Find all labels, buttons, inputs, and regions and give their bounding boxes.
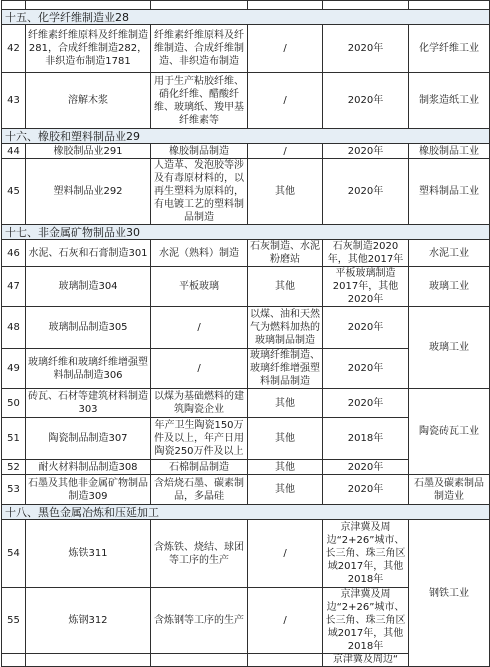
key-management-scope: 纤维素纤维原料及纤维制造、合成纤维制造、非织造布制造	[151, 25, 248, 73]
simplified-management-scope: 其他	[248, 460, 323, 475]
industry-category: 陶瓷制品制造307	[26, 418, 151, 460]
simplified-management-scope: /	[248, 25, 323, 73]
industry-category	[26, 654, 151, 667]
row-number: 48	[2, 307, 26, 349]
row-number: 43	[2, 73, 26, 129]
row-number: 52	[2, 460, 26, 475]
row-number: 49	[2, 349, 26, 389]
simplified-management-scope: 以煤、油和天然气为燃料加热的玻璃制品制造	[248, 307, 323, 349]
key-management-scope: 年产卫生陶瓷150万件及以上，年产日用陶瓷250万件及以上	[151, 418, 248, 460]
simplified-management-scope	[248, 654, 323, 667]
simplified-management-scope: /	[248, 588, 323, 654]
row-number: 53	[2, 475, 26, 505]
key-management-scope: 水泥（熟料）制造	[151, 240, 248, 267]
deadline-year: 2020年	[323, 144, 409, 159]
table-row	[2, 389, 490, 418]
key-management-scope: 以煤为基础燃料的建筑陶瓷企业	[151, 389, 248, 418]
deadline-year: 2020年	[323, 25, 409, 73]
section-title: 十五、化学纤维制造业28	[2, 10, 490, 25]
key-management-scope: 含焙烧石墨、碳素制品，多晶硅	[151, 475, 248, 505]
key-management-scope: 石棉制品制造	[151, 460, 248, 475]
table-cell	[151, 1, 248, 10]
row-number: 51	[2, 418, 26, 460]
deadline-year: 京津冀及周边“2+26”城市、长三角、珠三角区域2017年，其他2018年	[323, 588, 409, 654]
table-cell	[409, 1, 490, 10]
simplified-management-scope: 其他	[248, 267, 323, 307]
key-management-scope: 橡胶制品制造	[151, 144, 248, 159]
applicable-standard: 化学纤维工业	[409, 25, 490, 73]
table-row	[2, 159, 490, 225]
section-header	[2, 129, 490, 144]
section-title: 十八、黑色金属冶炼和压延加工	[2, 505, 490, 520]
deadline-year: 2020年	[323, 389, 409, 418]
row-number: 47	[2, 267, 26, 307]
deadline-year: 2018年	[323, 418, 409, 460]
industry-category: 纤维素纤维原料及纤维制造281，合成纤维制造282，非织造布制造1781	[26, 25, 151, 73]
table-cell	[26, 1, 151, 10]
row-number: 45	[2, 159, 26, 225]
key-management-scope: 平板玻璃	[151, 267, 248, 307]
table-row	[2, 73, 490, 129]
key-management-scope: 用于生产粘胶纤维、硝化纤维、醋酸纤维、玻璃纸、羧甲基纤维素等	[151, 73, 248, 129]
industry-category: 炼铁311	[26, 520, 151, 588]
applicable-standard: 陶瓷砖瓦工业	[409, 389, 490, 475]
applicable-standard: 塑料制品工业	[409, 159, 490, 225]
table-cell	[248, 1, 323, 10]
deadline-year: 京津冀及周边“2+26”城市、长三角、珠三角区域2017年，其他2018年	[323, 520, 409, 588]
row-number: 54	[2, 520, 26, 588]
key-management-scope: /	[151, 349, 248, 389]
key-management-scope: 人造革、发泡胶等涉及有毒原材料的，以再生塑料为原料的，有电镀工艺的塑料制品制造	[151, 159, 248, 225]
table-row	[2, 267, 490, 307]
row-number: 55	[2, 588, 26, 654]
applicable-standard: 玻璃工业	[409, 307, 490, 389]
deadline-year: 2020年	[323, 73, 409, 129]
permit-catalog-table	[1, 0, 490, 667]
deadline-year: 石灰制造2020年，其他2017年	[323, 240, 409, 267]
key-management-scope	[151, 654, 248, 667]
deadline-year: 京津冀及周边“	[323, 654, 409, 667]
simplified-management-scope: 其他	[248, 418, 323, 460]
industry-category: 塑料制品业292	[26, 159, 151, 225]
industry-category: 玻璃纤维和玻璃纤维增强塑料制品制造306	[26, 349, 151, 389]
simplified-management-scope: 石灰制造、水泥粉磨站	[248, 240, 323, 267]
industry-category: 溶解木浆	[26, 73, 151, 129]
table-row	[2, 144, 490, 159]
section-header	[2, 225, 490, 240]
table-row	[2, 240, 490, 267]
applicable-standard: 制浆造纸工业	[409, 73, 490, 129]
applicable-standard: 水泥工业	[409, 240, 490, 267]
simplified-management-scope: 其他	[248, 389, 323, 418]
row-number	[2, 654, 26, 667]
key-management-scope: 含炼铁、烧结、球团等工序的生产	[151, 520, 248, 588]
simplified-management-scope: 其他	[248, 475, 323, 505]
applicable-standard: 石墨及碳素制品制造业	[409, 475, 490, 505]
key-management-scope: /	[151, 307, 248, 349]
applicable-standard: 钢铁工业	[409, 520, 490, 667]
section-title: 十六、橡胶和塑料制品业29	[2, 129, 490, 144]
simplified-management-scope: 其他	[248, 159, 323, 225]
table-cell	[2, 1, 26, 10]
table-row	[2, 25, 490, 73]
deadline-year: 2020年	[323, 475, 409, 505]
deadline-year: 2020年	[323, 349, 409, 389]
industry-category: 玻璃制品制造305	[26, 307, 151, 349]
industry-category: 水泥、石灰和石膏制造301	[26, 240, 151, 267]
industry-category: 玻璃制造304	[26, 267, 151, 307]
deadline-year: 2020年	[323, 159, 409, 225]
applicable-standard: 橡胶制品工业	[409, 144, 490, 159]
simplified-management-scope: 玻璃纤维制造、玻璃纤维增强塑料制品制造	[248, 349, 323, 389]
industry-category: 耐火材料制品制造308	[26, 460, 151, 475]
row-number: 50	[2, 389, 26, 418]
row-number: 42	[2, 25, 26, 73]
industry-category: 橡胶制品业291	[26, 144, 151, 159]
simplified-management-scope: /	[248, 144, 323, 159]
industry-category: 石墨及其他非金属矿物制品制造309	[26, 475, 151, 505]
table-cell	[323, 1, 409, 10]
row-number: 44	[2, 144, 26, 159]
section-header	[2, 505, 490, 520]
industry-category: 砖瓦、石材等建筑材料制造303	[26, 389, 151, 418]
table-row	[2, 520, 490, 588]
table-row	[2, 1, 490, 10]
simplified-management-scope: /	[248, 520, 323, 588]
row-number: 46	[2, 240, 26, 267]
table-row	[2, 475, 490, 505]
deadline-year: 平板玻璃制造2017年，其他2020年	[323, 267, 409, 307]
deadline-year: 2020年	[323, 307, 409, 349]
industry-category: 炼钢312	[26, 588, 151, 654]
key-management-scope: 含炼钢等工序的生产	[151, 588, 248, 654]
deadline-year: 2020年	[323, 460, 409, 475]
applicable-standard: 玻璃工业	[409, 267, 490, 307]
simplified-management-scope: /	[248, 73, 323, 129]
section-title: 十七、非金属矿物制品业30	[2, 225, 490, 240]
table-row	[2, 307, 490, 349]
section-header	[2, 10, 490, 25]
